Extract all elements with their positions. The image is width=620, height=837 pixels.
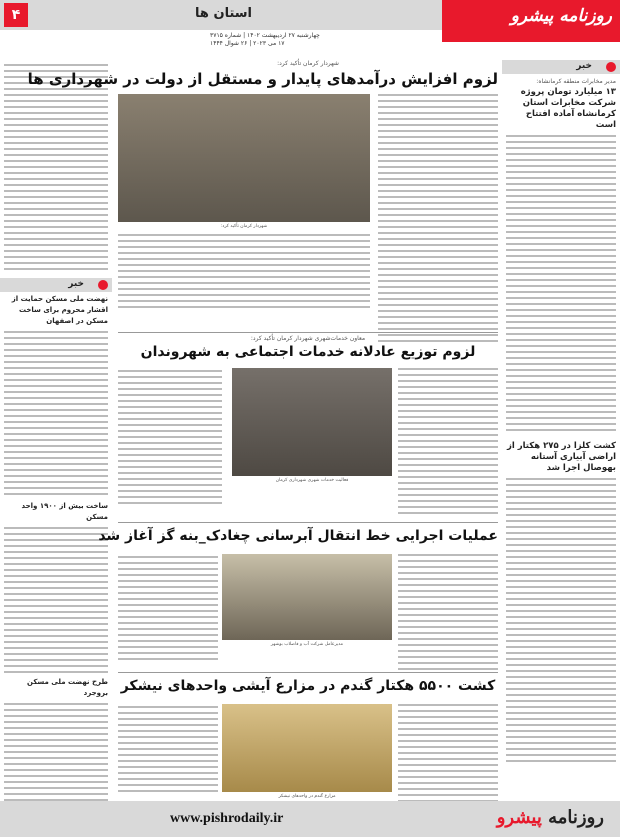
masthead [0, 0, 620, 47]
footer-brand-prefix: روزنامه [541, 807, 604, 828]
sidebar-body [506, 133, 616, 433]
right-sidebar [502, 60, 620, 797]
article4-body-left [118, 704, 218, 794]
date-line-2: ۱۷ می ۲۰۲۳ | ۲۶ شوال ۱۴۴۴ [210, 40, 285, 47]
left-col-header-label: خبر [68, 279, 84, 289]
footer [0, 801, 620, 837]
left-col-body-1 [4, 62, 108, 272]
article2-photo [232, 368, 392, 476]
left-col-header [0, 278, 112, 292]
article2-body-right [398, 366, 498, 516]
article4-photo [222, 704, 392, 792]
logo [442, 0, 620, 42]
article2-caption: فعالیت خدمات شهری شهرداری کرمان [275, 478, 349, 483]
footer-url[interactable]: www.pishrodaily.ir [170, 811, 284, 826]
red-dot-icon [606, 62, 616, 72]
article2-kicker: معاون خدمات‌شهری شهردار کرمان تأکید کرد: [250, 335, 366, 342]
left-col-body-2 [4, 329, 108, 499]
section-bar [0, 0, 442, 30]
red-dot-icon [98, 280, 108, 290]
sidebar-header-label: خبر [576, 61, 592, 71]
sidebar-second-title: کشت کلزا در ۲۷۵ هکتار از اراضی آبیاری آستانه بهوصال اجرا شد [506, 441, 616, 473]
page-number: ۴ [4, 3, 28, 27]
article2-body-left [118, 368, 222, 508]
article1-caption: شهردار کرمان تأکید کرد: [220, 224, 268, 229]
article4-body-right [398, 702, 498, 802]
article1-title: لزوم افزایش درآمدهای پایدار و مستقل از دولت در شهرداری ها [27, 70, 498, 88]
sidebar-title: ۱۳ میلیارد تومان پروژه شرکت مخابرات استان کرمانشاه آماده افتتاح است [520, 87, 616, 130]
footer-brand [497, 807, 604, 828]
article3-title: عملیات اجرایی خط انتقال آبرسانی چغادک_بنه گز آغاز شد [98, 528, 498, 544]
footer-brand-accent: پیشرو [496, 807, 542, 828]
section-title: استان ها [195, 6, 252, 21]
divider [118, 522, 498, 523]
logo-text: روزنامه پیشرو [510, 6, 612, 26]
left-col-sub2: طرح نهضت ملی مسکن بروجرد [27, 678, 108, 697]
article3-body-left [118, 554, 218, 664]
left-col-title: نهضت ملی مسکن حمایت از اقشار محروم برای ساخت مسکن در اصفهان [11, 295, 108, 325]
article3-photo [222, 554, 392, 640]
article1-body-bottom [118, 232, 370, 312]
sidebar-kicker: مدیر مخابرات منطقه کرمانشاه: [536, 78, 616, 85]
sidebar-header [502, 60, 620, 74]
divider [118, 332, 498, 333]
article1-photo [118, 94, 370, 222]
article3-caption: مدیرعامل شرکت آب و فاضلاب بوشهر [270, 642, 344, 647]
article3-body-right [398, 552, 498, 672]
article4-caption: مزارع گندم در واحدهای نیشکر [278, 794, 336, 799]
left-col-sub1: ساخت بیش از ۱۹۰۰ واحد مسکن [21, 502, 108, 521]
left-column [0, 60, 112, 797]
article1-body-right [378, 92, 498, 342]
left-col-body-3 [4, 525, 108, 675]
divider [118, 672, 498, 673]
sidebar-second-body [506, 476, 616, 766]
date-line-1: چهارشنبه ۲۷ اردیبهشت ۱۴۰۲ | شماره ۳۷۱۵ [210, 32, 320, 39]
article2-title: لزوم توزیع عادلانه خدمات اجتماعی به شهروندان [140, 344, 476, 360]
article4-title: کشت ۵۵۰۰ هکتار گندم در مزارع آیشی واحدهای نیشکر [120, 678, 496, 694]
article1-kicker: شهردار کرمان تأکید کرد: [277, 60, 339, 67]
